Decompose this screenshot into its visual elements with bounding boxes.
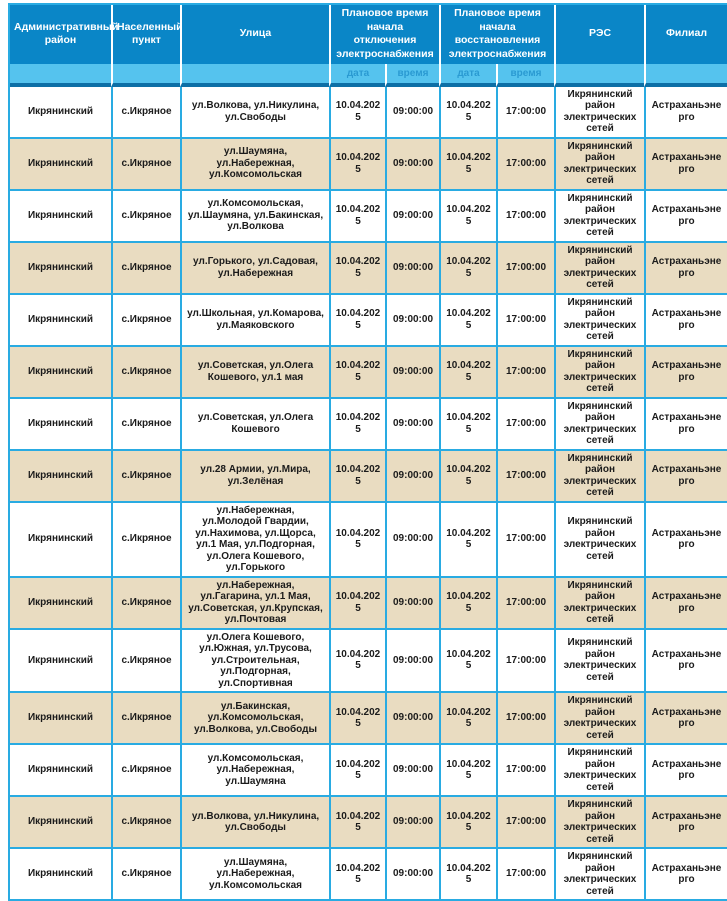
table-row	[10, 503, 727, 578]
cell-res: Икрянинский район электрических сетей	[554, 243, 644, 295]
cell-off_date: 10.04.2025	[329, 139, 385, 191]
cell-settlement: с.Икряное	[111, 191, 180, 243]
cell-branch: Астраханьэнерго	[644, 87, 727, 139]
outage-schedule-table-wrap	[8, 3, 727, 901]
cell-res: Икрянинский район электрических сетей	[554, 503, 644, 578]
cell-off_time: 09:00:00	[385, 630, 439, 694]
cell-streets: ул.Комсомольская, ул.Набережная, ул.Шаумяна	[180, 745, 329, 797]
cell-district: Икрянинский	[10, 797, 111, 849]
cell-branch: Астраханьэнерго	[644, 191, 727, 243]
cell-on_time: 17:00:00	[496, 503, 554, 578]
header-settlement: Населенный пункт	[111, 5, 180, 64]
subheader-empty	[554, 64, 644, 87]
cell-district: Икрянинский	[10, 139, 111, 191]
cell-off_time: 09:00:00	[385, 295, 439, 347]
cell-res: Икрянинский район электрических сетей	[554, 399, 644, 451]
table-row	[10, 139, 727, 191]
cell-district: Икрянинский	[10, 451, 111, 503]
cell-branch: Астраханьэнерго	[644, 630, 727, 694]
cell-settlement: с.Икряное	[111, 243, 180, 295]
cell-streets: ул.Советская, ул.Олега Кошевого, ул.1 мая	[180, 347, 329, 399]
table-row	[10, 191, 727, 243]
cell-settlement: с.Икряное	[111, 139, 180, 191]
header-branch: Филиал	[644, 5, 727, 64]
cell-streets: ул.Бакинская, ул.Комсомольская, ул.Волкова, ул.Свободы	[180, 693, 329, 745]
cell-off_time: 09:00:00	[385, 139, 439, 191]
cell-district: Икрянинский	[10, 87, 111, 139]
cell-on_time: 17:00:00	[496, 630, 554, 694]
cell-off_time: 09:00:00	[385, 347, 439, 399]
cell-streets: ул.Горького, ул.Садовая, ул.Набережная	[180, 243, 329, 295]
cell-settlement: с.Икряное	[111, 87, 180, 139]
cell-off_date: 10.04.2025	[329, 578, 385, 630]
cell-res: Икрянинский район электрических сетей	[554, 295, 644, 347]
cell-streets: ул.Волкова, ул.Никулина, ул.Свободы	[180, 87, 329, 139]
cell-off_date: 10.04.2025	[329, 87, 385, 139]
cell-on_time: 17:00:00	[496, 295, 554, 347]
cell-branch: Астраханьэнерго	[644, 451, 727, 503]
cell-off_date: 10.04.2025	[329, 399, 385, 451]
cell-on_date: 10.04.2025	[439, 849, 496, 899]
cell-branch: Астраханьэнерго	[644, 139, 727, 191]
cell-branch: Астраханьэнерго	[644, 849, 727, 899]
cell-settlement: с.Икряное	[111, 503, 180, 578]
cell-branch: Астраханьэнерго	[644, 693, 727, 745]
cell-settlement: с.Икряное	[111, 849, 180, 899]
cell-branch: Астраханьэнерго	[644, 295, 727, 347]
cell-streets: ул.Комсомольская, ул.Шаумяна, ул.Бакинская, ул.Волкова	[180, 191, 329, 243]
cell-on_date: 10.04.2025	[439, 243, 496, 295]
cell-on_time: 17:00:00	[496, 347, 554, 399]
table-row	[10, 451, 727, 503]
cell-off_time: 09:00:00	[385, 191, 439, 243]
table-row	[10, 849, 727, 899]
cell-district: Икрянинский	[10, 849, 111, 899]
cell-off_date: 10.04.2025	[329, 243, 385, 295]
cell-off_date: 10.04.2025	[329, 347, 385, 399]
cell-branch: Астраханьэнерго	[644, 399, 727, 451]
cell-on_time: 17:00:00	[496, 399, 554, 451]
cell-settlement: с.Икряное	[111, 797, 180, 849]
header-outage-start-group: Плановое время начала отключения электроснабжения	[329, 5, 439, 64]
cell-on_time: 17:00:00	[496, 849, 554, 899]
cell-res: Икрянинский район электрических сетей	[554, 191, 644, 243]
cell-branch: Астраханьэнерго	[644, 745, 727, 797]
cell-district: Икрянинский	[10, 243, 111, 295]
cell-on_time: 17:00:00	[496, 139, 554, 191]
cell-on_date: 10.04.2025	[439, 630, 496, 694]
table-row	[10, 578, 727, 630]
table-row	[10, 797, 727, 849]
table-row	[10, 630, 727, 694]
cell-settlement: с.Икряное	[111, 693, 180, 745]
cell-on_date: 10.04.2025	[439, 191, 496, 243]
cell-off_time: 09:00:00	[385, 849, 439, 899]
cell-district: Икрянинский	[10, 503, 111, 578]
cell-on_date: 10.04.2025	[439, 399, 496, 451]
cell-settlement: с.Икряное	[111, 578, 180, 630]
cell-off_time: 09:00:00	[385, 578, 439, 630]
cell-streets: ул.Волкова, ул.Никулина, ул.Свободы	[180, 797, 329, 849]
cell-res: Икрянинский район электрических сетей	[554, 849, 644, 899]
header-administrative-district: Административный район	[10, 5, 111, 64]
cell-off_time: 09:00:00	[385, 503, 439, 578]
cell-res: Икрянинский район электрических сетей	[554, 87, 644, 139]
cell-district: Икрянинский	[10, 693, 111, 745]
cell-branch: Астраханьэнерго	[644, 243, 727, 295]
cell-district: Икрянинский	[10, 578, 111, 630]
cell-off_date: 10.04.2025	[329, 295, 385, 347]
cell-off_time: 09:00:00	[385, 399, 439, 451]
cell-on_time: 17:00:00	[496, 693, 554, 745]
cell-off_time: 09:00:00	[385, 797, 439, 849]
cell-on_time: 17:00:00	[496, 243, 554, 295]
cell-on_time: 17:00:00	[496, 797, 554, 849]
cell-streets: ул.Шаумяна, ул.Набережная, ул.Комсомольская	[180, 139, 329, 191]
cell-branch: Астраханьэнерго	[644, 503, 727, 578]
cell-district: Икрянинский	[10, 745, 111, 797]
cell-settlement: с.Икряное	[111, 295, 180, 347]
header-row-main	[10, 5, 727, 64]
table-row	[10, 87, 727, 139]
table-row	[10, 347, 727, 399]
cell-streets: ул.Школьная, ул.Комарова, ул.Маяковского	[180, 295, 329, 347]
cell-on_date: 10.04.2025	[439, 797, 496, 849]
cell-off_date: 10.04.2025	[329, 745, 385, 797]
cell-off_date: 10.04.2025	[329, 191, 385, 243]
cell-on_date: 10.04.2025	[439, 578, 496, 630]
outage-schedule-table	[10, 5, 727, 899]
cell-res: Икрянинский район электрических сетей	[554, 578, 644, 630]
cell-off_date: 10.04.2025	[329, 797, 385, 849]
cell-settlement: с.Икряное	[111, 630, 180, 694]
cell-streets: ул.Набережная, ул.Гагарина, ул.1 Мая, ул.Советская, ул.Крупская, ул.Почтовая	[180, 578, 329, 630]
cell-settlement: с.Икряное	[111, 399, 180, 451]
header-row-sub	[10, 64, 727, 87]
cell-res: Икрянинский район электрических сетей	[554, 745, 644, 797]
header-res: РЭС	[554, 5, 644, 64]
subheader-empty	[180, 64, 329, 87]
cell-streets: ул.28 Армии, ул.Мира, ул.Зелёная	[180, 451, 329, 503]
subheader-empty	[10, 64, 111, 87]
subheader-outage-date: дата	[329, 64, 385, 87]
cell-district: Икрянинский	[10, 630, 111, 694]
table-row	[10, 243, 727, 295]
cell-settlement: с.Икряное	[111, 745, 180, 797]
table-row	[10, 745, 727, 797]
cell-off_date: 10.04.2025	[329, 451, 385, 503]
cell-on_date: 10.04.2025	[439, 745, 496, 797]
cell-on_time: 17:00:00	[496, 745, 554, 797]
cell-on_date: 10.04.2025	[439, 503, 496, 578]
cell-branch: Астраханьэнерго	[644, 797, 727, 849]
header-restore-start-group: Плановое время начала восстановления электроснабжения	[439, 5, 554, 64]
cell-on_date: 10.04.2025	[439, 87, 496, 139]
cell-off_time: 09:00:00	[385, 243, 439, 295]
cell-streets: ул.Шаумяна, ул.Набережная, ул.Комсомольская	[180, 849, 329, 899]
cell-off_time: 09:00:00	[385, 451, 439, 503]
cell-res: Икрянинский район электрических сетей	[554, 797, 644, 849]
cell-on_time: 17:00:00	[496, 578, 554, 630]
cell-on_time: 17:00:00	[496, 191, 554, 243]
subheader-outage-time: время	[385, 64, 439, 87]
outage-table-body	[10, 87, 727, 900]
cell-off_date: 10.04.2025	[329, 630, 385, 694]
cell-off_time: 09:00:00	[385, 87, 439, 139]
cell-off_date: 10.04.2025	[329, 849, 385, 899]
cell-res: Икрянинский район электрических сетей	[554, 139, 644, 191]
cell-off_date: 10.04.2025	[329, 503, 385, 578]
cell-res: Икрянинский район электрических сетей	[554, 693, 644, 745]
cell-res: Икрянинский район электрических сетей	[554, 451, 644, 503]
table-row	[10, 693, 727, 745]
cell-district: Икрянинский	[10, 347, 111, 399]
table-header	[10, 5, 727, 87]
cell-streets: ул.Набережная, ул.Молодой Гвардии, ул.Нахимова, ул.Щорса, ул.1 Мая, ул.Подгорная, ул.Олега Кошевого, ул.Горького	[180, 503, 329, 578]
cell-district: Икрянинский	[10, 399, 111, 451]
cell-settlement: с.Икряное	[111, 451, 180, 503]
cell-res: Икрянинский район электрических сетей	[554, 347, 644, 399]
cell-off_time: 09:00:00	[385, 745, 439, 797]
cell-off_time: 09:00:00	[385, 693, 439, 745]
cell-off_date: 10.04.2025	[329, 693, 385, 745]
cell-streets: ул.Советская, ул.Олега Кошевого	[180, 399, 329, 451]
cell-streets: ул.Олега Кошевого, ул.Южная, ул.Трусова, ул.Строительная, ул.Подгорная, ул.Спортивная	[180, 630, 329, 694]
cell-on_date: 10.04.2025	[439, 693, 496, 745]
cell-on_date: 10.04.2025	[439, 347, 496, 399]
table-row	[10, 295, 727, 347]
subheader-empty	[644, 64, 727, 87]
header-street: Улица	[180, 5, 329, 64]
cell-district: Икрянинский	[10, 295, 111, 347]
cell-district: Икрянинский	[10, 191, 111, 243]
cell-on_date: 10.04.2025	[439, 295, 496, 347]
cell-branch: Астраханьэнерго	[644, 578, 727, 630]
cell-on_time: 17:00:00	[496, 87, 554, 139]
cell-on_time: 17:00:00	[496, 451, 554, 503]
cell-res: Икрянинский район электрических сетей	[554, 630, 644, 694]
subheader-restore-time: время	[496, 64, 554, 87]
cell-on_date: 10.04.2025	[439, 451, 496, 503]
cell-branch: Астраханьэнерго	[644, 347, 727, 399]
table-row	[10, 399, 727, 451]
cell-settlement: с.Икряное	[111, 347, 180, 399]
subheader-empty	[111, 64, 180, 87]
subheader-restore-date: дата	[439, 64, 496, 87]
cell-on_date: 10.04.2025	[439, 139, 496, 191]
